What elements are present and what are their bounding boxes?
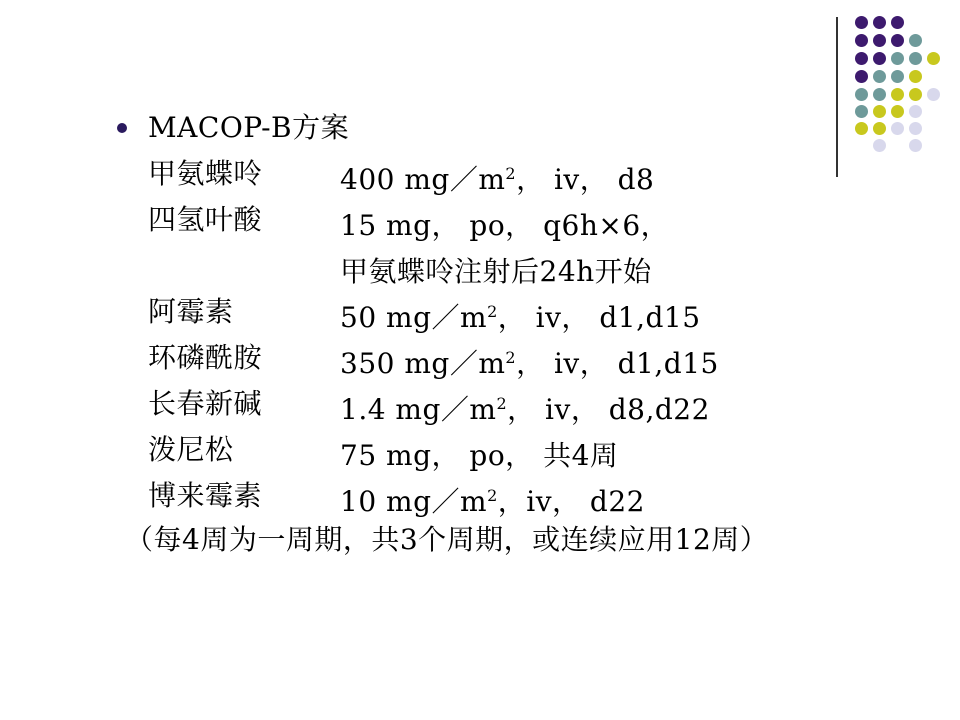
decor-dot: [891, 105, 904, 118]
decor-dot: [873, 105, 886, 118]
drug-name: 泼尼松: [148, 433, 234, 466]
drug-dose: 15 mg， po， q6h×6，: [340, 209, 670, 242]
drug-dose: 400 $mg/m^2$， iv， d8: [340, 163, 655, 196]
drug-name: 长春新碱: [148, 387, 263, 420]
decor-dot: [927, 52, 940, 65]
decor-dot: [909, 105, 922, 118]
decor-dot: [873, 16, 886, 29]
decor-dot: [873, 52, 886, 65]
decor-dot: [873, 139, 886, 152]
decor-dot: [891, 70, 904, 83]
decor-dot: [873, 88, 886, 101]
drug-dose: 50 $mg/m^2$， iv， d1,d15: [340, 301, 701, 334]
decor-dot: [909, 52, 922, 65]
drug-dose: 1.4 $mg/m^2$， iv， d8,d22: [340, 393, 710, 426]
decor-dot: [909, 70, 922, 83]
decor-dot: [855, 122, 868, 135]
decor-dot: [855, 105, 868, 118]
decor-dot: [909, 139, 922, 152]
decorative-divider: [836, 17, 838, 177]
drug-name: 四氢叶酸: [148, 203, 263, 236]
decor-dot: [891, 16, 904, 29]
drug-dose: 10 $mg/m^2$，iv， d22: [340, 485, 645, 518]
drug-name: 甲氨蝶呤: [148, 157, 263, 190]
decor-dot: [891, 52, 904, 65]
decor-dot: [873, 122, 886, 135]
drug-dose: 350 $mg/m^2$， iv， d1,d15: [340, 347, 719, 380]
decor-dot: [855, 34, 868, 47]
drug-name: 环磷酰胺: [148, 341, 263, 374]
drug-dose: 75 mg， po， 共4周: [340, 439, 619, 472]
drug-name: 博来霉素: [148, 479, 263, 512]
decor-dot: [873, 70, 886, 83]
drug-dose: 甲氨蝶呤注射后24h开始: [340, 255, 652, 288]
drug-name: 阿霉素: [148, 295, 234, 328]
decor-dot: [873, 34, 886, 47]
bullet-icon: [117, 123, 127, 133]
decor-dot: [909, 34, 922, 47]
decor-dot: [855, 70, 868, 83]
decor-dot: [909, 88, 922, 101]
decor-dot: [855, 16, 868, 29]
decor-dot: [855, 88, 868, 101]
decor-dot: [927, 88, 940, 101]
slide-title: MACOP-B方案: [148, 111, 350, 144]
decor-dot: [909, 122, 922, 135]
decor-dot: [891, 88, 904, 101]
decor-dot: [891, 122, 904, 135]
decor-dot: [891, 34, 904, 47]
cycle-note: （每4周为一周期，共3个周期，或连续应用12周）: [125, 523, 769, 556]
decor-dot: [855, 52, 868, 65]
